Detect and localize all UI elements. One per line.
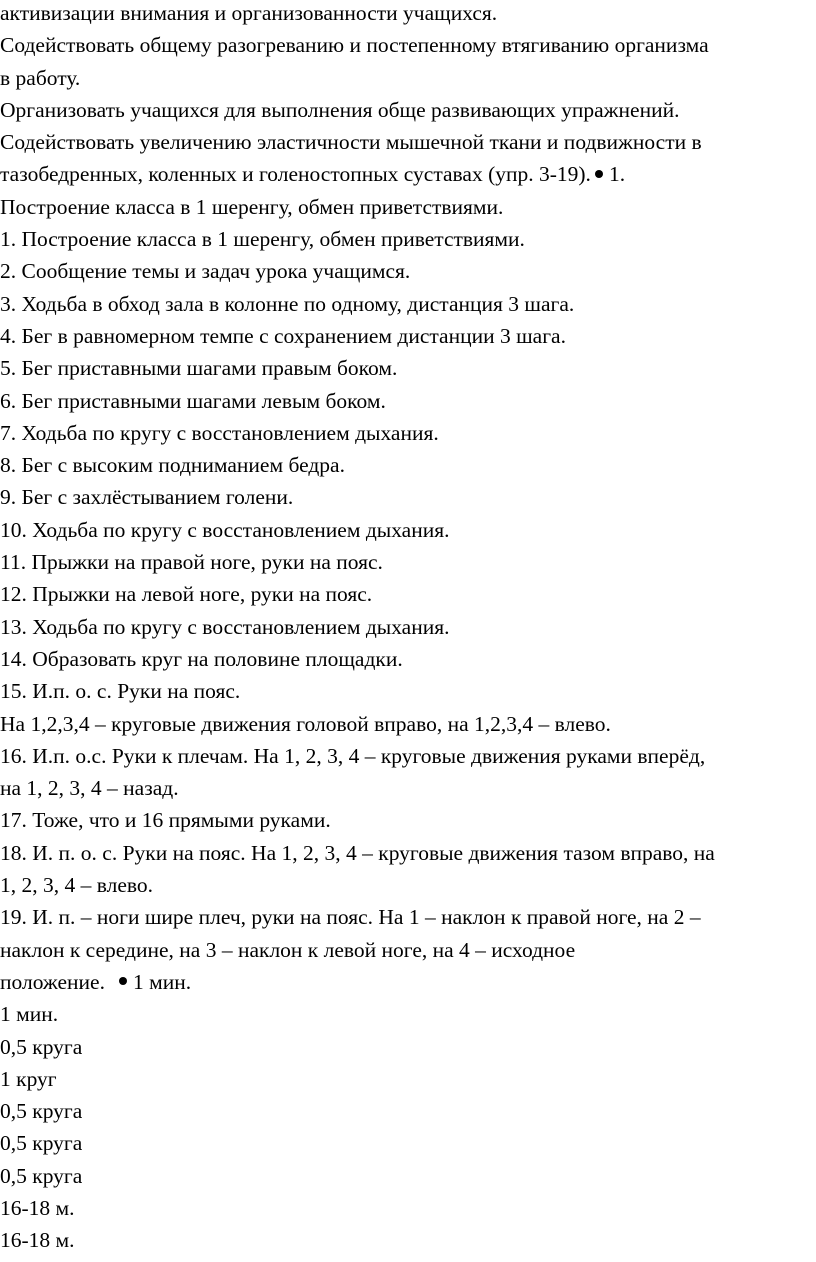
line-text: Построение класса в 1 шеренгу, обмен приветствиями. xyxy=(0,194,504,219)
line-text: на 1, 2, 3, 4 – назад. xyxy=(0,776,179,801)
text-line xyxy=(0,158,814,190)
text-line xyxy=(0,255,814,287)
text-line xyxy=(0,578,814,610)
text-line xyxy=(0,1160,814,1192)
line-text: Организовать учащихся для выполнения обще развивающих упражнений. xyxy=(0,97,680,122)
text-line xyxy=(0,94,814,126)
line-text: 1. Построение класса в 1 шеренгу, обмен приветствиями. xyxy=(0,227,525,252)
line-text: наклон к середине, на 3 – наклон к левой ноге, на 4 – исходное xyxy=(0,937,576,962)
text-line xyxy=(0,708,814,740)
text-line xyxy=(0,1063,814,1095)
text-line xyxy=(0,675,814,707)
text-line xyxy=(0,966,814,998)
line-text: 6. Бег приставными шагами левым боком. xyxy=(0,388,386,413)
line-text: 5. Бег приставными шагами правым боком. xyxy=(0,356,398,381)
text-line xyxy=(0,546,814,578)
line-text: 2. Сообщение темы и задач урока учащимся. xyxy=(0,259,411,284)
line-text: 1 мин. xyxy=(0,1002,59,1027)
line-text: 10. Ходьба по кругу с восстановлением дыхания. xyxy=(0,517,450,542)
text-line xyxy=(0,998,814,1030)
line-text: Содействовать общему разогреванию и постепенному втягиванию организма xyxy=(0,33,709,58)
text-line xyxy=(0,837,814,869)
text-line xyxy=(0,449,814,481)
line-text-after-bullet: 1. xyxy=(608,162,626,187)
text-line xyxy=(0,320,814,352)
line-text: 1 круг xyxy=(0,1066,57,1091)
line-text: активизации внимания и организованности учащихся. xyxy=(0,1,498,25)
line-text: 3. Ходьба в обход зала в колонне по одному, дистанция 3 шага. xyxy=(0,291,575,316)
line-text: 8. Бег с высоким подниманием бедра. xyxy=(0,453,345,478)
text-line xyxy=(0,869,814,901)
text-line xyxy=(0,481,814,513)
text-line xyxy=(0,62,814,94)
text-line xyxy=(0,804,814,836)
line-text: 16. И.п. о.с. Руки к плечам. На 1, 2, 3, 4 – круговые движения руками вперёд, xyxy=(0,743,706,768)
text-line xyxy=(0,288,814,320)
text-line xyxy=(0,0,814,29)
line-text: 0,5 круга xyxy=(0,1034,83,1059)
line-text: На 1,2,3,4 – круговые движения головой вправо, на 1,2,3,4 – влево. xyxy=(0,711,611,736)
text-line xyxy=(0,611,814,643)
line-text: 14. Образовать круг на половине площадки. xyxy=(0,646,403,671)
line-text: 0,5 круга xyxy=(0,1099,83,1124)
line-text: 7. Ходьба по кругу с восстановлением дыхания. xyxy=(0,420,439,445)
line-text: 18. И. п. о. с. Руки на пояс. На 1, 2, 3, 4 – круговые движения тазом вправо, на xyxy=(0,840,715,865)
line-text: тазобедренных, коленных и голеностопных суставах (упр. 3-19). xyxy=(0,162,591,187)
text-line xyxy=(0,1192,814,1224)
text-line xyxy=(0,901,814,933)
line-text: 17. Тоже, что и 16 прямыми руками. xyxy=(0,808,331,833)
line-text: 1, 2, 3, 4 – влево. xyxy=(0,873,154,898)
text-line xyxy=(0,352,814,384)
line-text: 15. И.п. о. с. Руки на пояс. xyxy=(0,679,241,704)
text-line xyxy=(0,417,814,449)
text-line xyxy=(0,191,814,223)
text-line xyxy=(0,1031,814,1063)
text-line xyxy=(0,514,814,546)
text-line xyxy=(0,772,814,804)
text-line xyxy=(0,126,814,158)
text-line xyxy=(0,29,814,61)
line-text: 4. Бег в равномерном темпе с сохранением дистанции 3 шага. xyxy=(0,323,566,348)
bullet-icon xyxy=(119,977,127,985)
text-line xyxy=(0,1127,814,1159)
line-text: 19. И. п. – ноги шире плеч, руки на пояс. На 1 – наклон к правой ноге, на 2 – xyxy=(0,905,701,930)
text-line xyxy=(0,223,814,255)
text-line xyxy=(0,740,814,772)
text-line xyxy=(0,1095,814,1127)
text-line xyxy=(0,643,814,675)
line-text: положение. xyxy=(0,969,105,994)
text-line xyxy=(0,934,814,966)
line-text-after-bullet: 1 мин. xyxy=(132,969,192,994)
line-text: 11. Прыжки на правой ноге, руки на пояс. xyxy=(0,550,383,575)
line-text: 9. Бег с захлёстыванием голени. xyxy=(0,485,294,510)
line-text: 16-18 м. xyxy=(0,1195,75,1220)
line-text: 16-18 м. xyxy=(0,1228,75,1253)
line-text: 12. Прыжки на левой ноге, руки на пояс. xyxy=(0,582,373,607)
line-text: 0,5 круга xyxy=(0,1163,83,1188)
bullet-icon xyxy=(595,170,603,178)
line-text: 13. Ходьба по кругу с восстановлением дыхания. xyxy=(0,614,450,639)
line-text: в работу. xyxy=(0,65,81,90)
line-text: Содействовать увеличению эластичности мышечной ткани и подвижности в xyxy=(0,130,702,155)
text-line xyxy=(0,385,814,417)
line-text: 0,5 круга xyxy=(0,1131,83,1156)
text-line xyxy=(0,1224,814,1256)
